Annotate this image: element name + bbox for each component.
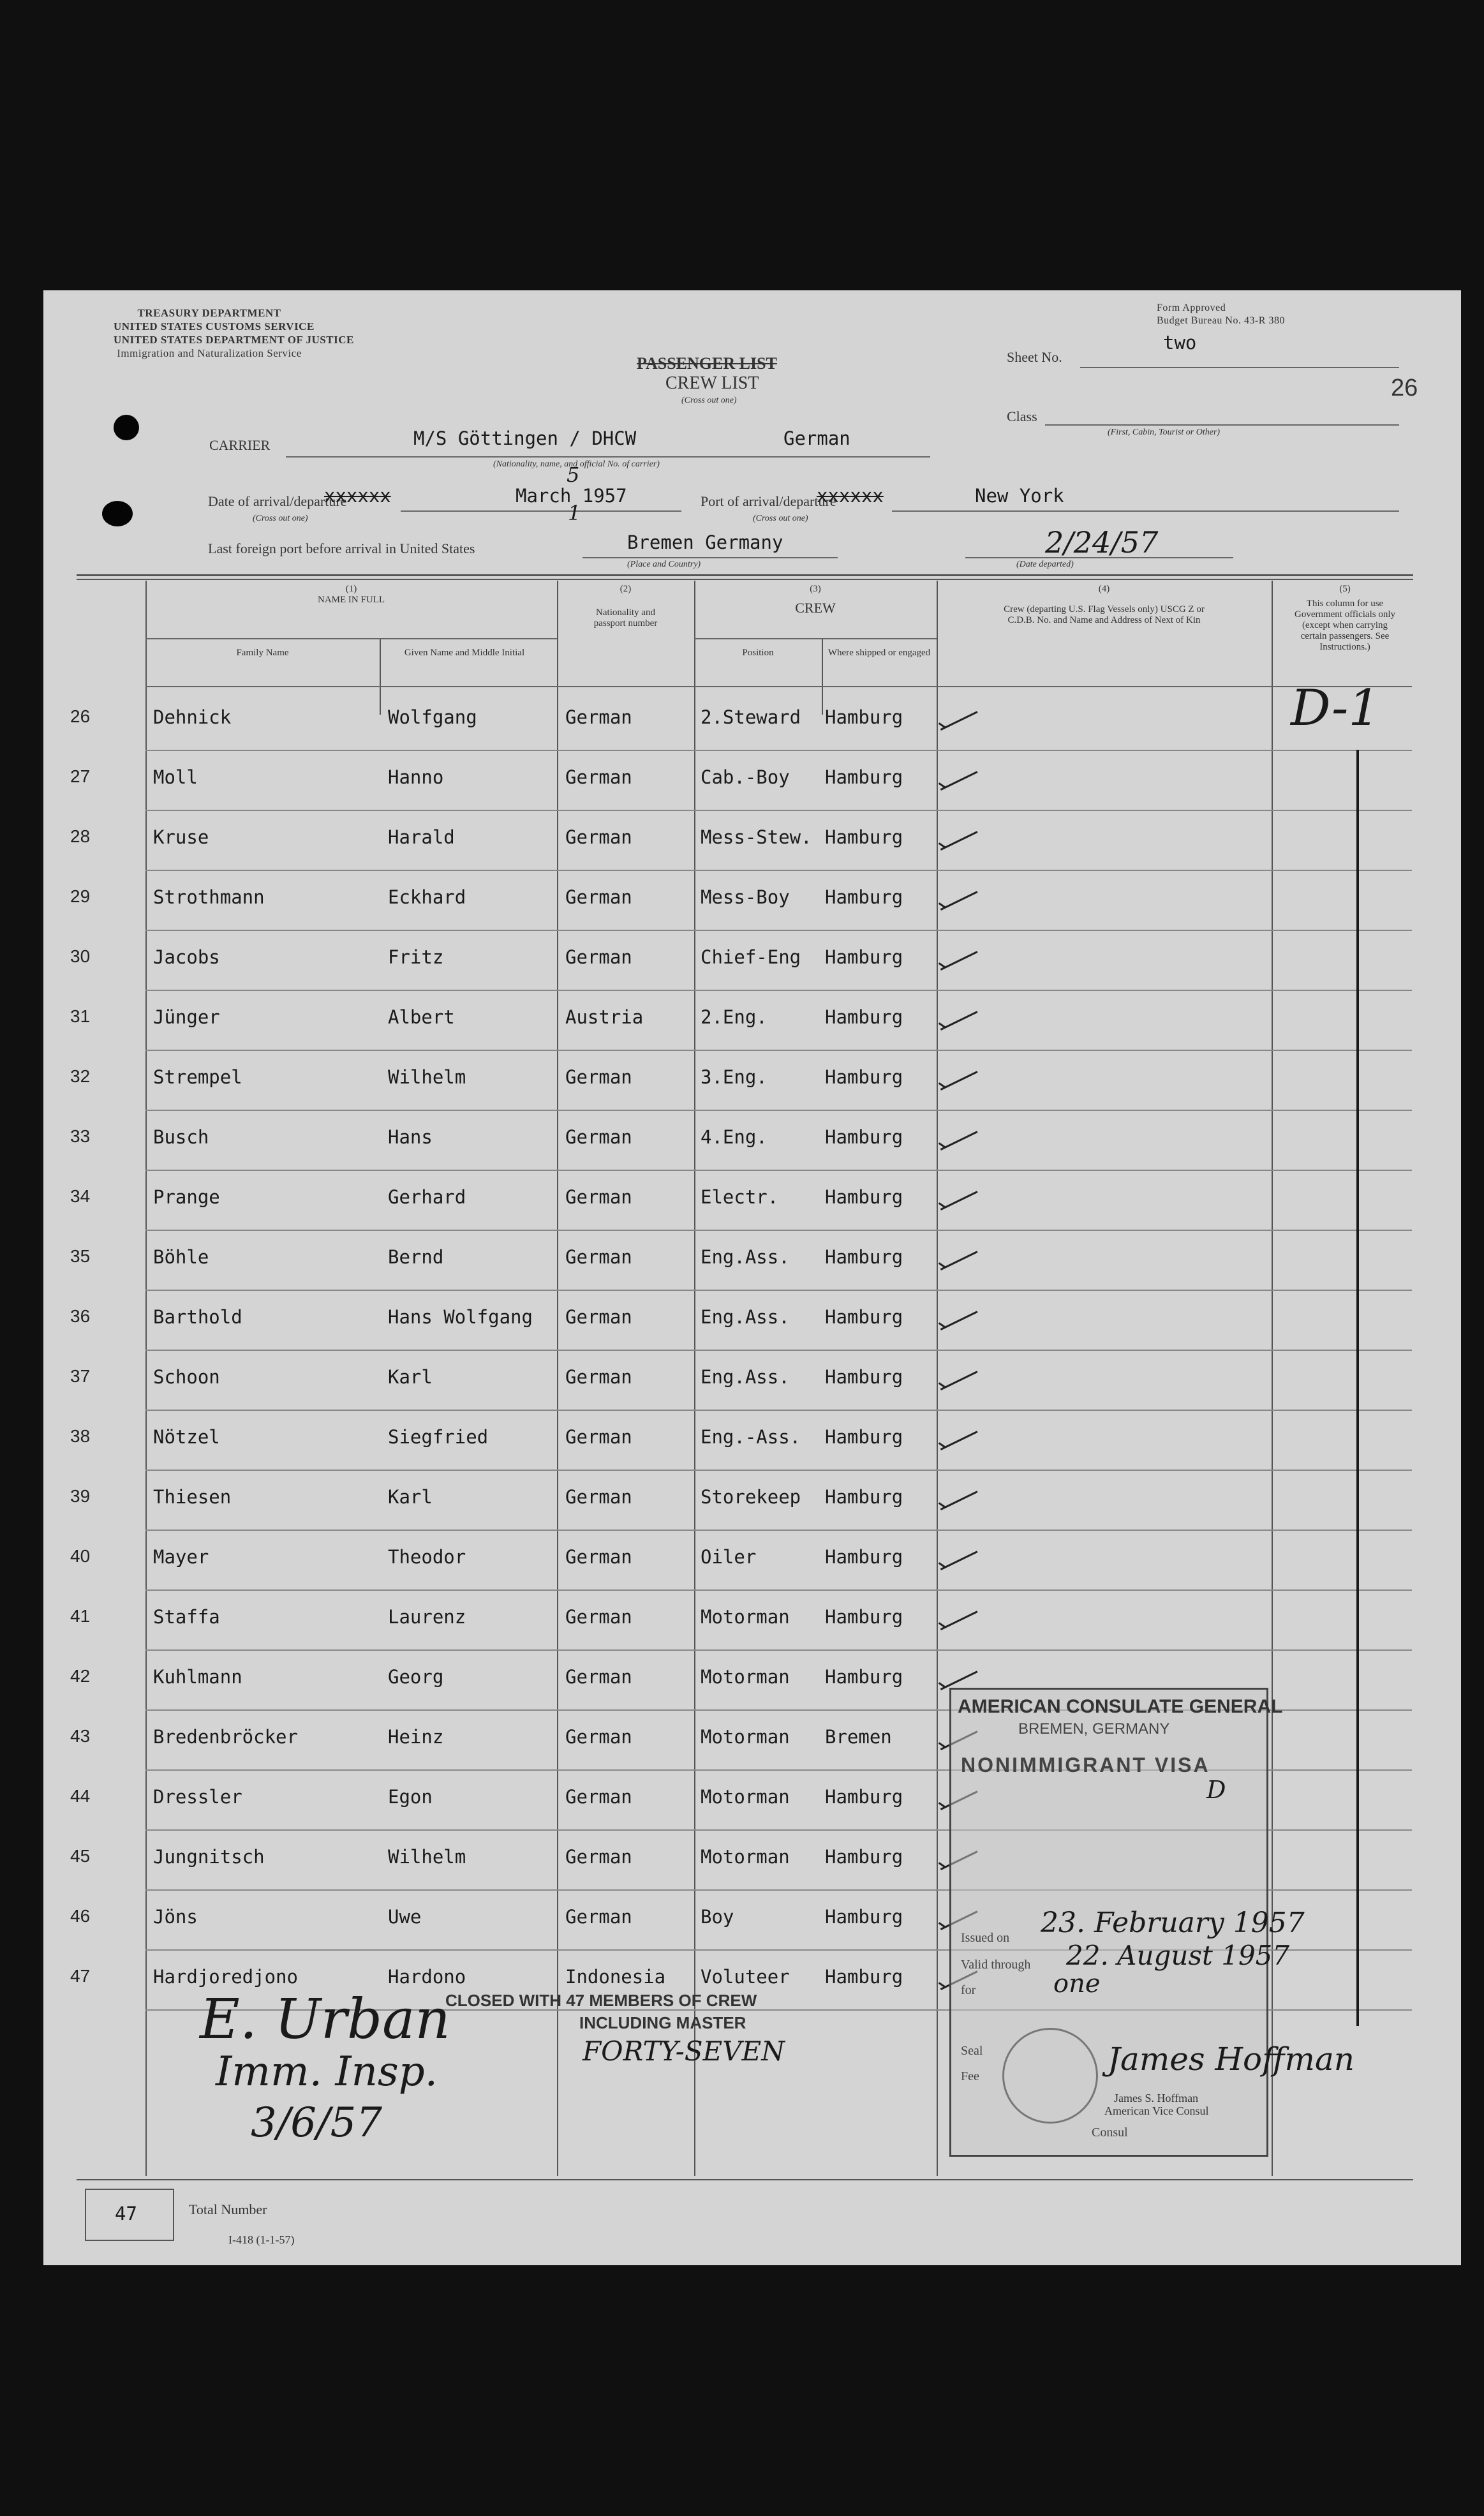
nationality: German [565,1846,632,1868]
port-value: New York [975,485,1064,507]
row-number: 28 [70,826,91,846]
row-number: 46 [70,1906,91,1926]
table-row [43,1291,1461,1351]
row-number: 27 [70,766,91,786]
class-label: Class [1007,408,1037,424]
check-mark [930,1589,977,1630]
row-number: 29 [70,886,91,906]
check-mark [930,1410,977,1450]
nationality: German [565,1486,632,1508]
col2-title: Nationality and passport number [593,607,658,629]
family-name: Dehnick [153,706,232,728]
row-number: 47 [70,1966,91,1986]
check-mark [930,1110,977,1150]
row-number: 26 [70,706,91,726]
family-name: Barthold [153,1306,242,1328]
punch-hole [114,415,139,440]
position: Eng.-Ass. [701,1426,801,1448]
place-note: (Place and Country) [627,560,701,569]
given-name: Heinz [388,1726,444,1748]
given-name: Georg [388,1666,444,1688]
given-name: Hardono [388,1966,466,1988]
family-name: Kuhlmann [153,1666,242,1688]
check-mark [930,1050,977,1091]
stamp-valid-label: Valid through [961,1958,1031,1972]
check-mark [930,1290,977,1330]
date-departed-value: 2/24/57 [1045,525,1159,560]
check-mark [930,1230,977,1270]
family-name: Bredenbröcker [153,1726,298,1748]
table-row [43,991,1461,1051]
table-row [43,1591,1461,1651]
where-engaged: Hamburg [825,706,903,728]
where-engaged: Hamburg [825,886,903,908]
row-number: 37 [70,1366,91,1386]
stamp-line-1: AMERICAN CONSULATE GENERAL [958,1696,1283,1717]
date-note: (Cross out one) [253,514,308,523]
nationality: German [565,1066,632,1088]
budget-bureau-text: Budget Bureau No. 43-R 380 [1157,315,1285,326]
date-correction-2: 1 [568,501,581,525]
table-row [43,1351,1461,1411]
table-row [43,1531,1461,1591]
nationality: German [565,886,632,908]
where-engaged: Hamburg [825,946,903,968]
carrier-nationality: German [783,428,850,449]
form-approved-text: Form Approved [1157,302,1226,313]
family-name: Böhle [153,1246,209,1268]
col3-number: (3) [810,584,821,594]
position: Eng.Ass. [701,1366,790,1388]
family-name: Schoon [153,1366,220,1388]
carrier-value: M/S Göttingen / DHCW [413,428,637,449]
where-engaged: Hamburg [825,1606,903,1628]
family-name: Strothmann [153,886,265,908]
date-value: March 1957 [516,485,627,507]
stamp-valid: 22. August 1957 [1066,1940,1290,1971]
nationality: German [565,1246,632,1268]
total-label: Total Number [189,2201,267,2217]
consulate-visa-stamp [949,1688,1354,2157]
table-row [43,751,1461,811]
inspector-date: 3/6/57 [251,2099,382,2147]
given-name: Uwe [388,1906,422,1928]
row-number: 33 [70,1126,91,1146]
row-number: 41 [70,1606,91,1626]
nationality: German [565,946,632,968]
col3-header [694,584,937,616]
table-row [43,871,1461,931]
family-name: Busch [153,1126,209,1148]
row-number: 39 [70,1486,91,1506]
position: Eng.Ass. [701,1246,790,1268]
position: Oiler [701,1546,757,1568]
nationality: Austria [565,1006,644,1028]
stamp-consul-name: James S. Hoffman [1114,2092,1199,2104]
total-box [85,2189,174,2241]
including-master: INCLUDING MASTER [579,2013,746,2032]
nationality: German [565,1186,632,1208]
where-engaged: Hamburg [825,1486,903,1508]
col4-title: Crew (departing U.S. Flag Vessels only) USCG Z or C.D.B. No. and Name and Address of Next of Kin [1004,604,1205,625]
position: Motorman [701,1666,790,1688]
table-row [43,1471,1461,1531]
where-engaged: Hamburg [825,1006,903,1028]
table-row [43,1171,1461,1231]
stamp-consul-label: Consul [1092,2125,1128,2140]
nationality: German [565,1126,632,1148]
nationality: German [565,1606,632,1628]
row-number: 43 [70,1726,91,1746]
family-name: Moll [153,766,198,788]
form-id: I-418 (1-1-57) [228,2233,295,2246]
col4-number: (4) [1098,584,1110,594]
table-row [43,931,1461,991]
family-name: Hardjoredjono [153,1966,298,1988]
nationality: German [565,1906,632,1928]
check-mark [930,1530,977,1570]
given-name: Siegfried [388,1426,489,1448]
nationality: German [565,1546,632,1568]
table-row [43,1411,1461,1471]
date-crossout: xxxxxx [324,485,391,507]
family-name: Jungnitsch [153,1846,265,1868]
given-name: Wolfgang [388,706,477,728]
where-engaged: Hamburg [825,1066,903,1088]
class-note: (First, Cabin, Tourist or Other) [1108,428,1221,437]
consulate-seal [1002,2028,1098,2124]
family-name: Jöns [153,1906,198,1928]
position: 3.Eng. [701,1066,768,1088]
check-mark [930,870,977,911]
family-name: Mayer [153,1546,209,1568]
family-name: Kruse [153,826,209,848]
check-mark [930,1470,977,1510]
nationality: German [565,706,632,728]
stamp-class: D [1206,1776,1226,1804]
row-number: 32 [70,1066,91,1086]
check-mark [930,810,977,851]
agency-header [114,306,354,360]
agency-line-1: TREASURY DEPARTMENT [137,307,281,319]
row-number: 35 [70,1246,91,1266]
forty-seven: FORTY-SEVEN [582,2036,785,2067]
row-number: 30 [70,946,91,966]
carrier-note: (Nationality, name, and official No. of carrier) [493,459,660,469]
given-name: Hans Wolfgang [388,1306,533,1328]
given-name: Hans [388,1126,433,1148]
closed-with-stamp: CLOSED WITH 47 MEMBERS OF CREW [445,1991,757,2010]
col5-handwritten-line [1356,750,1359,2026]
where-engaged: Hamburg [825,1906,903,1928]
given-name: Karl [388,1486,433,1508]
given-name: Wilhelm [388,1066,466,1088]
col5-header [1272,584,1418,653]
position: Chief-Eng [701,946,801,968]
nationality: German [565,1306,632,1328]
inspector-title: Imm. Insp. [216,2048,438,2095]
position: Cab.-Boy [701,766,790,788]
agency-line-2: UNITED STATES CUSTOMS SERVICE [114,320,315,332]
nationality: German [565,1366,632,1388]
where-engaged: Bremen [825,1726,892,1748]
nationality: Indonesia [565,1966,666,1988]
date-correction: 5 [567,463,580,487]
where-engaged: Hamburg [825,1786,903,1808]
given-name: Albert [388,1006,455,1028]
check-mark [930,750,977,791]
given-name: Harald [388,826,455,848]
where-header: Where shipped or engaged [827,648,931,658]
where-engaged: Hamburg [825,1966,903,1988]
family-name: Strempel [153,1066,242,1088]
carrier-label: CARRIER [209,437,271,453]
check-mark [930,1350,977,1390]
col4-header [937,584,1272,626]
nationality: German [565,766,632,788]
table-row [43,1111,1461,1171]
table-row [43,691,1461,751]
position-header: Position [742,648,774,658]
nationality: German [565,1726,632,1748]
last-port-value: Bremen Germany [627,532,783,553]
col5-title: This column for use Government officials only (except when carrying certain passengers. See Instructions.) [1294,599,1396,652]
stamp-line-2: BREMEN, GERMANY [1018,1720,1170,1738]
family-name: Jünger [153,1006,220,1028]
row-number: 42 [70,1666,91,1686]
row-number: 45 [70,1846,91,1866]
row-number: 44 [70,1786,91,1806]
where-engaged: Hamburg [825,766,903,788]
given-name: Hanno [388,766,444,788]
table-row [43,1231,1461,1291]
check-mark [930,990,977,1031]
given-name: Eckhard [388,886,466,908]
port-note: (Cross out one) [753,514,808,523]
given-name: Karl [388,1366,433,1388]
crew-list-title: CREW LIST [665,373,759,393]
family-name: Jacobs [153,946,220,968]
nationality: German [565,1666,632,1688]
sheet-number: two [1163,332,1197,354]
given-name: Bernd [388,1246,444,1268]
page-number: 26 [1391,375,1418,401]
given-name: Wilhelm [388,1846,466,1868]
stamp-line-3: NONIMMIGRANT VISA [961,1753,1210,1776]
date-departed-note: (Date departed) [1016,560,1074,569]
given-name: Gerhard [388,1186,466,1208]
title-note: (Cross out one) [681,396,737,405]
nationality: German [565,826,632,848]
row-number: 40 [70,1546,91,1566]
agency-line-3: UNITED STATES DEPARTMENT OF JUSTICE [114,334,354,346]
position: Electr. [701,1186,779,1208]
stamp-issued-label: Issued on [961,1931,1010,1945]
row-number: 34 [70,1186,91,1206]
given-name: Egon [388,1786,433,1808]
family-name-header: Family Name [236,648,289,658]
where-engaged: Hamburg [825,1666,903,1688]
row-number: 31 [70,1006,91,1026]
col5-mark: D-1 [1291,680,1380,737]
crew-list-document [43,290,1461,2265]
position: 2.Eng. [701,1006,768,1028]
punch-hole [102,501,133,526]
position: Motorman [701,1846,790,1868]
where-engaged: Hamburg [825,1426,903,1448]
col3-title: CREW [795,600,836,616]
nationality: German [565,1786,632,1808]
table-row [43,811,1461,871]
stamp-seal-label: Seal [961,2044,983,2058]
position: Storekeep [701,1486,801,1508]
row-number: 38 [70,1426,91,1446]
family-name: Prange [153,1186,220,1208]
port-crossout: xxxxxx [817,485,884,507]
position: Mess-Boy [701,886,790,908]
where-engaged: Hamburg [825,1306,903,1328]
inspector-signature: E. Urban [200,1988,450,2051]
stamp-issued: 23. February 1957 [1041,1907,1305,1939]
check-mark [930,690,977,731]
given-name: Laurenz [388,1606,466,1628]
agency-line-4: Immigration and Naturalization Service [117,347,302,359]
check-mark [930,930,977,971]
position: Motorman [701,1786,790,1808]
stamp-fee-label: Fee [961,2069,979,2083]
port-label: Port of arrival/departure [701,493,836,509]
given-name: Theodor [388,1546,466,1568]
col1-number: (1) [345,584,357,594]
where-engaged: Hamburg [825,1126,903,1148]
stamp-for: one [1053,1969,1101,1999]
col1-title: NAME IN FULL [318,595,385,605]
passenger-list-title-crossed: PASSENGER LIST [637,354,777,373]
given-name: Fritz [388,946,444,968]
where-engaged: Hamburg [825,826,903,848]
position: Boy [701,1906,734,1928]
date-label: Date of arrival/departure [208,493,347,509]
col2-header [557,584,694,629]
position: 4.Eng. [701,1126,768,1148]
check-mark [930,1649,977,1690]
position: Motorman [701,1606,790,1628]
where-engaged: Hamburg [825,1366,903,1388]
where-engaged: Hamburg [825,1186,903,1208]
family-name: Nötzel [153,1426,220,1448]
col1-header [145,584,557,606]
sheet-label: Sheet No. [1007,349,1062,365]
position: Eng.Ass. [701,1306,790,1328]
position: Mess-Stew. [701,826,812,848]
where-engaged: Hamburg [825,1846,903,1868]
col5-number: (5) [1339,584,1351,594]
where-engaged: Hamburg [825,1246,903,1268]
col2-number: (2) [620,584,632,594]
last-port-label: Last foreign port before arrival in United States [208,540,475,556]
position: Motorman [701,1726,790,1748]
family-name: Staffa [153,1606,220,1628]
family-name: Thiesen [153,1486,232,1508]
where-engaged: Hamburg [825,1546,903,1568]
row-number: 36 [70,1306,91,1326]
consul-signature: James Hoffman [1108,2041,1354,2078]
family-name: Dressler [153,1786,242,1808]
table-row [43,1051,1461,1111]
check-mark [930,1170,977,1210]
stamp-consul-title: American Vice Consul [1104,2104,1209,2117]
total-number: 47 [115,2203,137,2224]
form-approval [1157,302,1285,327]
stamp-for-label: for [961,1983,976,1997]
position: Voluteer [701,1966,790,1988]
given-name-header: Given Name and Middle Initial [404,648,525,658]
nationality: German [565,1426,632,1448]
position: 2.Steward [701,706,801,728]
